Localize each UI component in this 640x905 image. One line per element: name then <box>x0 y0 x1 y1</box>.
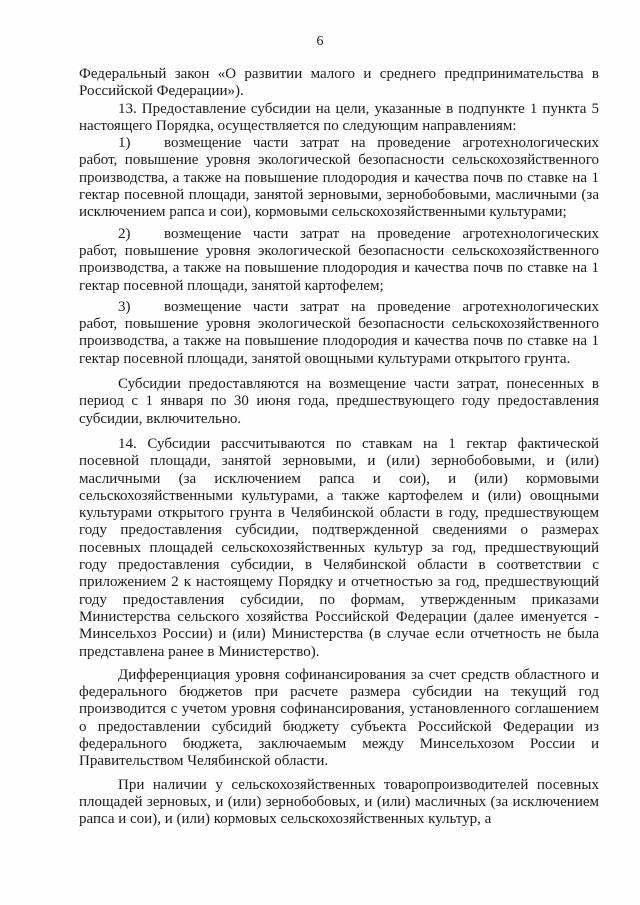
list-item-2 <box>79 226 599 295</box>
list-item-number: 1) <box>118 135 131 152</box>
list-item-1 <box>79 135 599 221</box>
list-item-text: возмещение части затрат на проведение агротехнологических работ, повышение уровня экологической безопасности сельскохозяйственного производства, а также на повышение плодородия и качества почв по ставке на 1 гектар посевной площади, занятой овощными культурами открытого грунта. <box>79 298 599 367</box>
paragraph-producers: При наличии у сельскохозяйственных товаропроизводителей посевных площадей зерновых, и (или) зернобобовых, и (или) масличных (за исключением рапса и сои), и (или) кормовых сельскохозяйственных культур, а <box>79 776 599 828</box>
document-body <box>79 66 599 828</box>
paragraph-cofinancing: Дифференциация уровня софинансирования за счет средств областного и федерального бюджетов при расчете размера субсидии на текущий год производится с учетом уровня софинансирования, установленного соглашением о предоставлении субсидий бюджету субъекта Российской Федерации из федерального бюджета, заключаемым между Минсельхозом России и Правительством Челябинской области. <box>79 666 599 770</box>
list-item-text: возмещение части затрат на проведение агротехнологических работ, повышение уровня экологической безопасности сельскохозяйственного производства, а также на повышение плодородия и качества почв по ставке на 1 гектар посевной площади, занятой картофелем; <box>79 225 599 294</box>
paragraph-14: 14. Субсидии рассчитываются по ставкам на 1 гектар фактической посевной площади, занятой зерновыми, и (или) зернобобовыми, и (или) масличными (за исключением рапса и сои), и (или) кормовыми сельскохозяйственными культурами, а также картофелем и (или) овощными культурами открытого грунта в Челябинской области в году, предшествующем году предоставления субсидии, подтвержденной сведениями о размерах посевных площадей сельскохозяйственных культур за год, предшествующий году предоставления субсидии, в Челябинской области в соответствии с приложением 2 к настоящему Порядку и отчетностью за год, предшествующий году предоставления субсидии, по формам, утвержденным приказами Министерства сельского хозяйства Российской Федерации (далее именуется - Минсельхоз России) и (или) Министерства (в случае если отчетность не была представлена ранее в Министерство). <box>79 435 599 660</box>
paragraph-law-reference: Федеральный закон «О развитии малого и среднего предпринимательства в Российской Федерации»). <box>79 66 599 100</box>
list-item-text: возмещение части затрат на проведение агротехнологических работ, повышение уровня экологической безопасности сельскохозяйственного производства, а также на повышение плодородия и качества почв по ставке на 1 гектар посевной площади, занятой зерновыми, зернобобовыми, масличными (за исключением рапса и сои), кормовыми сельскохозяйственными культурами; <box>79 135 599 221</box>
list-item-3 <box>79 299 599 368</box>
list-item-number: 3) <box>118 298 131 315</box>
paragraph-13: 13. Предоставление субсидии на цели, указанные в подпункте 1 пункта 5 настоящего Порядка, осуществляется по следующим направлениям: <box>79 100 599 134</box>
page-number: 6 <box>316 34 324 49</box>
list-item-number: 2) <box>118 225 131 242</box>
paragraph-subsidy-period: Субсидии предоставляются на возмещение части затрат, понесенных в период с 1 января по 30 июня года, предшествующего году предоставления субсидии, включительно. <box>79 376 599 427</box>
